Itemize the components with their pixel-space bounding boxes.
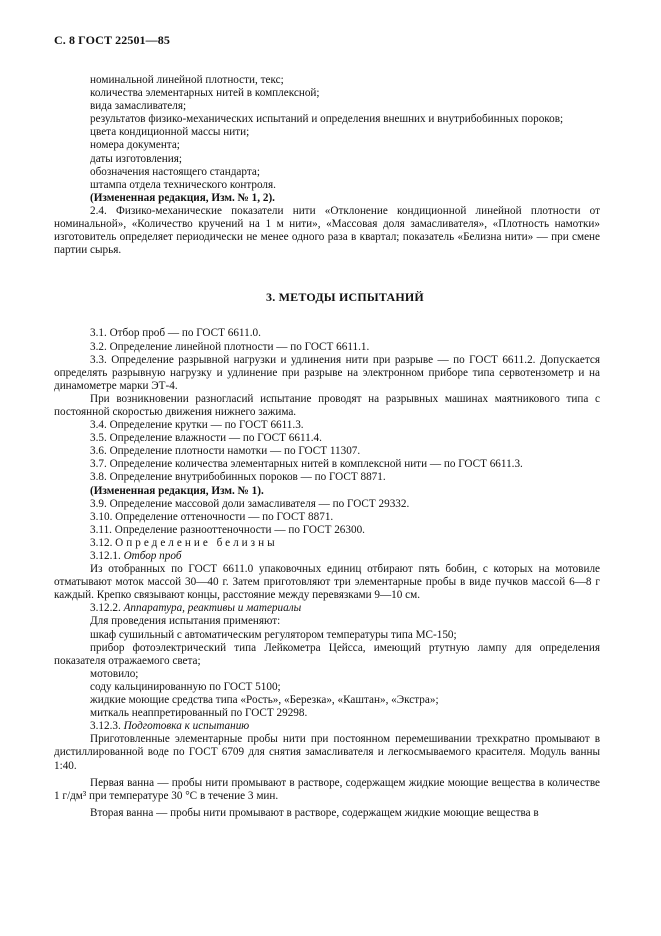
clause-3-3: 3.3. Определение разрывной нагрузки и удлинения нити при разрыве — по ГОСТ 6611.2. Допускается определять разрывную нагрузку и удлинение при разрыве на электронном приборе типа сервотензометр и на динамометре марки ЭТ-4. <box>54 353 600 392</box>
list-item: цвета кондиционной массы нити; <box>90 126 250 139</box>
clause-3-7: 3.7. Определение количества элементарных нитей в комплексной нити — по ГОСТ 6611.3. <box>90 458 523 471</box>
clause-3-6: 3.6. Определение плотности намотки — по ГОСТ 11307. <box>90 445 361 458</box>
equipment-item: шкаф сушильный с автоматическим регулятором температуры типа МС-150; <box>90 628 457 641</box>
equipment-item: мотовило; <box>90 667 139 680</box>
section-title: 3. МЕТОДЫ ИСПЫТАНИЙ <box>266 290 424 305</box>
equipment-item: жидкие моющие средства типа «Рость», «Березка», «Каштан», «Экстра»; <box>90 694 439 707</box>
clause-3-11: 3.11. Определение разнооттеночности — по ГОСТ 26300. <box>90 523 365 536</box>
clause-3-12-3 <box>90 720 600 733</box>
list-item: даты изготовления; <box>90 152 182 165</box>
list-item: количества элементарных нитей в комплексной; <box>90 87 320 100</box>
clause-number: 3.12.3. <box>90 720 121 733</box>
list-item: номера документа; <box>90 139 180 152</box>
clause-title: Определение белизны <box>115 536 278 549</box>
clause-3-12-2-intro: Для проведения испытания применяют: <box>90 615 281 628</box>
clause-title: Отбор проб <box>123 550 182 562</box>
list-item: обозначения настоящего стандарта; <box>90 165 260 178</box>
clause-3-2: 3.2. Определение линейной плотности — по ГОСТ 6611.1. <box>90 340 370 353</box>
clause-3-1: 3.1. Отбор проб — по ГОСТ 6611.0. <box>90 327 261 340</box>
clause-3-10: 3.10. Определение оттеночности — по ГОСТ 8871. <box>90 510 334 523</box>
clause-3-12 <box>90 537 600 550</box>
clause-3-12-1 <box>90 550 600 563</box>
amendment-note: (Измененная редакция, Изм. № 1, 2). <box>90 191 275 204</box>
equipment-item: миткаль неаппретированный по ГОСТ 29298. <box>90 707 308 720</box>
list-item: результатов физико-механических испытаний и определения внешних и внутрибобинных пороков; <box>90 113 564 126</box>
clause-3-5: 3.5. Определение влажности — по ГОСТ 6611.4. <box>90 432 322 445</box>
paragraph-2-4: 2.4. Физико-механические показатели нити «Отклонение кондиционной линейной плотности от номинальной», «Количество кручений на 1 м нити», «Массовая доля замасливателя», «Плотность намотки» изготовитель определяет периодически не менее одного раза в квартал; показатель «Белизна нити» — при смене партии сырья. <box>54 204 600 257</box>
clause-3-9: 3.9. Определение массовой доли замасливателя — по ГОСТ 29332. <box>90 497 410 510</box>
clause-3-12-1-text: Из отобранных по ГОСТ 6611.0 упаковочных единиц отбирают пять бобин, с которых на мотовиле отматывают моток массой 30—40 г. Затем приготовляют три элементарные пробы в виде пучков массой 6—8 г каждый. Крепко связывают концы, расстояние между перевязками 9—10 см. <box>54 563 600 602</box>
clause-title: Аппаратура, реактивы и материалы <box>123 602 302 615</box>
page-content <box>54 74 600 820</box>
equipment-item: прибор фотоэлектрический типа Лейкометра Цейсса, имеющий ртутную лампу для определения показателя отражаемого света; <box>54 641 600 667</box>
list-item: номинальной линейной плотности, текс; <box>90 74 284 86</box>
clause-3-12-2 <box>90 602 600 615</box>
list-item: штампа отдела технического контроля. <box>90 178 276 191</box>
clause-number: 3.12.2. <box>90 602 121 615</box>
equipment-item: соду кальцинированную по ГОСТ 5100; <box>90 680 281 693</box>
page-header: С. 8 ГОСТ 22501—85 <box>54 33 170 47</box>
first-bath: Первая ванна — пробы нити промывают в растворе, содержащем жидкие моющие вещества в количестве 1 г/дм³ при температуре 30 °С в течение 3 мин. <box>54 776 600 802</box>
clause-3-8: 3.8. Определение внутрибобинных пороков — по ГОСТ 8871. <box>90 471 386 484</box>
clause-title: Подготовка к испытанию <box>123 720 250 733</box>
second-bath: Вторая ванна — пробы нити промывают в растворе, содержащем жидкие моющие вещества в <box>90 806 539 819</box>
clause-3-3-note: При возникновении разногласий испытание проводят на разрывных машинах маятникового типа с постоянной скоростью движения нижнего зажима. <box>54 392 600 418</box>
clause-3-4: 3.4. Определение крутки — по ГОСТ 6611.3. <box>90 419 304 432</box>
clause-3-12-3-text: Приготовленные элементарные пробы нити при постоянном перемешивании трехкратно промывают в дистиллированной воде по ГОСТ 6709 для снятия замасливателя и легкосмываемого красителя. Модуль ванны 1:40. <box>54 733 600 772</box>
list-item: вида замасливателя; <box>90 100 187 113</box>
amendment-note: (Измененная редакция, Изм. № 1). <box>90 484 264 497</box>
clause-number: 3.12.1. <box>90 550 121 562</box>
clause-number: 3.12. <box>90 536 113 549</box>
